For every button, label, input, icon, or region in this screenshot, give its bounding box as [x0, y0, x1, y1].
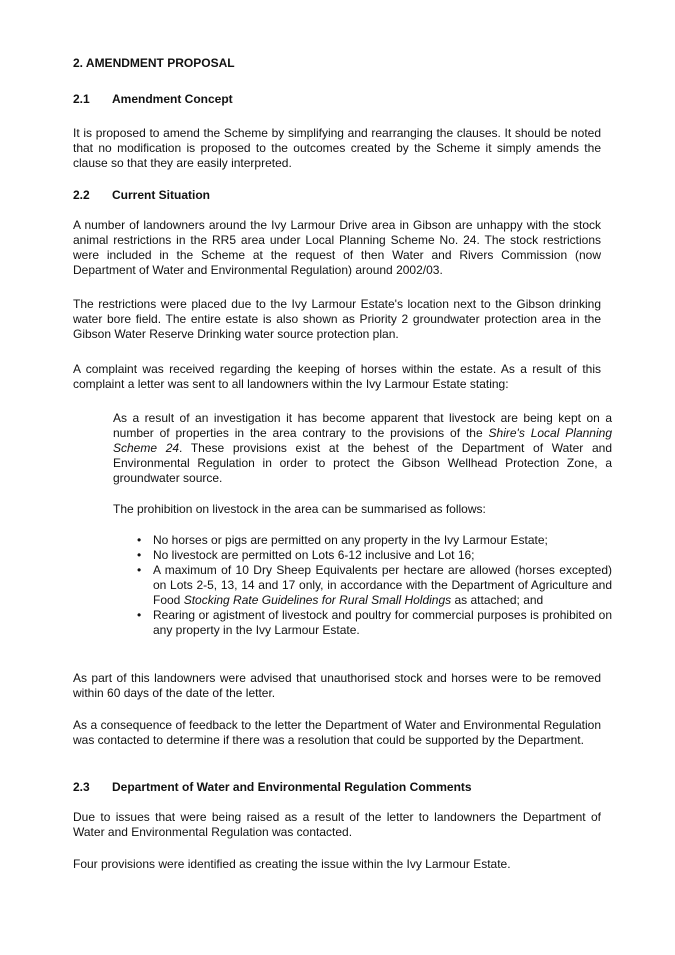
- list-item: [137, 533, 612, 548]
- prohibition-list: [137, 533, 612, 638]
- comments-title: Department of Water and Environmental Regulation Comments: [112, 780, 472, 794]
- current-paragraph-5: As a consequence of feedback to the letter the Department of Water and Environmental Regulation was contacted to determine if there was a resolution that could be supported by the Department.: [73, 718, 601, 747]
- current-paragraph-1: A number of landowners around the Ivy Larmour Drive area in Gibson are unhappy with the stock animal restrictions in the RR5 area under Local Planning Scheme No. 24. The stock restrictions were included in the Scheme at the request of then Water and Rivers Commission (now Department of Water and Environmental Regulation) around 2002/03.: [73, 218, 601, 277]
- quote1-text-b: . These provisions exist at the behest of the Department of Water and Environmental Regulation in order to protect the Gibson Wellhead Protection Zone, a groundwater source.: [113, 441, 612, 485]
- guidelines-title: Stocking Rate Guidelines for Rural Small Holdings: [183, 593, 452, 607]
- quote1-text-a: As a result of an investigation it has become apparent that livestock are being kept on a number of properties in the area contrary to the provisions of the: [113, 411, 612, 440]
- current-situation-heading: [73, 188, 210, 203]
- concept-paragraph: It is proposed to amend the Scheme by simplifying and rearranging the clauses. It should be noted that no modification is proposed to the outcomes created by the Scheme it simply amends the clause so that they are easily interpreted.: [73, 126, 601, 170]
- comments-paragraph-2: Four provisions were identified as creating the issue within the Ivy Larmour Estate.: [73, 857, 511, 871]
- quote1-scheme-name: Shire's Local Planning Scheme 24: [113, 426, 612, 455]
- list-item-text: Rearing or agistment of livestock and poultry for commercial purposes is prohibited on any property in the Ivy Larmour Estate.: [153, 608, 612, 637]
- bullet-icon: •: [137, 533, 142, 547]
- concept-number: 2.1: [73, 92, 90, 106]
- concept-heading: [73, 92, 233, 107]
- list-item-text: No horses or pigs are permitted on any property in the Ivy Larmour Estate;: [153, 533, 548, 547]
- list-item: [137, 548, 612, 563]
- list-item-text: No livestock are permitted on Lots 6-12 inclusive and Lot 16;: [153, 548, 475, 562]
- bullet-icon: •: [137, 548, 142, 562]
- section-heading: 2. AMENDMENT PROPOSAL: [73, 56, 235, 70]
- list-item: [137, 563, 612, 608]
- current-title: Current Situation: [112, 188, 210, 202]
- current-paragraph-3: A complaint was received regarding the keeping of horses within the estate. As a result of this complaint a letter was sent to all landowners within the Ivy Larmour Estate stating:: [73, 362, 601, 391]
- list-item-text-b: as attached; and: [451, 593, 544, 607]
- bullet-icon: •: [137, 563, 142, 577]
- current-number: 2.2: [73, 188, 90, 202]
- comments-number: 2.3: [73, 780, 90, 794]
- letter-quote-2: The prohibition on livestock in the area can be summarised as follows:: [113, 502, 486, 516]
- list-item: [137, 608, 612, 638]
- comments-paragraph-1: Due to issues that were being raised as a result of the letter to landowners the Department of Water and Environmental Regulation was contacted.: [73, 810, 601, 839]
- concept-title: Amendment Concept: [112, 92, 233, 106]
- comments-heading: [73, 780, 472, 795]
- current-paragraph-2: The restrictions were placed due to the Ivy Larmour Estate's location next to the Gibson drinking water bore field. The entire estate is also shown as Priority 2 groundwater protection area in the Gibson Water Reserve Drinking water source protection plan.: [73, 297, 601, 341]
- bullet-icon: •: [137, 608, 142, 622]
- letter-quote-1: [113, 411, 612, 486]
- list-item-text-a: A maximum of 10 Dry Sheep Equivalents per hectare are allowed (horses excepted) on Lots 2-5, 13, 14 and 17 only, in accordance with the Department of Agriculture and Food: [153, 563, 612, 607]
- current-paragraph-4: As part of this landowners were advised that unauthorised stock and horses were to be removed within 60 days of the date of the letter.: [73, 671, 601, 700]
